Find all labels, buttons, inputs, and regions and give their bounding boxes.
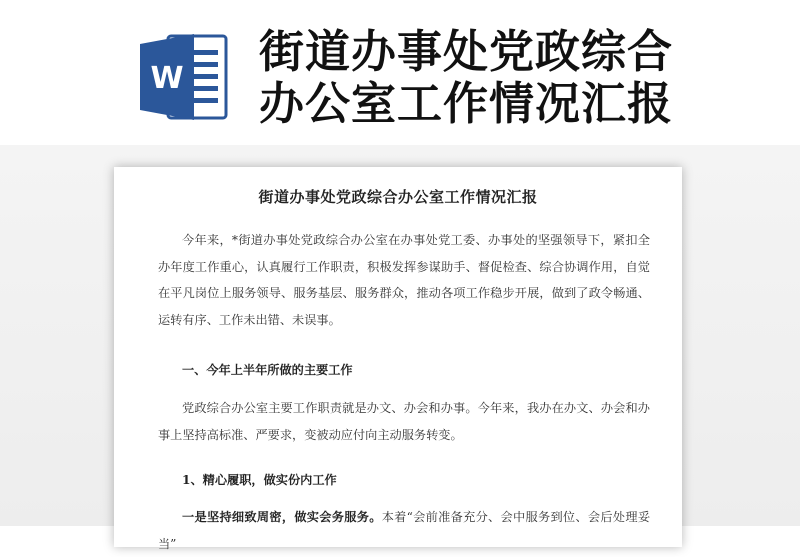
banner-title-line1: 街道办事处党政综合 bbox=[259, 25, 674, 78]
paragraph-meeting-service bbox=[158, 504, 650, 557]
banner-title bbox=[259, 26, 779, 130]
section-heading-1: 一、今年上半年所做的主要工作 bbox=[182, 363, 353, 377]
paragraph-intro: 今年来，*街道办事处党政综合办公室在办事处党工委、办事处的坚强领导下，紧扣全办年度工作重心，认真履行工作职责，积极发挥参谋助手、督促检查、综合协调作用，自觉在平凡岗位上服务领导、服务基层、服务群众，推动各项工作稳步开展，做到了政令畅通、运转有序、工作未出错、未误事。 bbox=[158, 233, 650, 327]
document-title: 街道办事处党政综合办公室工作情况汇报 bbox=[258, 188, 538, 206]
word-icon-letter: W bbox=[150, 61, 184, 96]
paragraph-duties: 党政综合办公室主要工作职责就是办文、办会和办事。今年来，我办在办文、办会和办事上坚持高标准、严要求，变被动应付向主动服务转变。 bbox=[158, 401, 650, 442]
word-document-icon bbox=[138, 32, 230, 122]
paragraph-rest: 本着“会前准备充分、会中服务到位、会后处理妥当” bbox=[158, 510, 651, 551]
banner-title-line2: 办公室工作情况汇报 bbox=[259, 77, 674, 130]
header-banner bbox=[0, 0, 800, 145]
paragraph-lead-bold: 一是坚持细致周密，做实会务服务。 bbox=[182, 510, 382, 524]
document-page bbox=[114, 167, 682, 551]
section-heading-2: 1、精心履职，做实份内工作 bbox=[182, 473, 337, 487]
